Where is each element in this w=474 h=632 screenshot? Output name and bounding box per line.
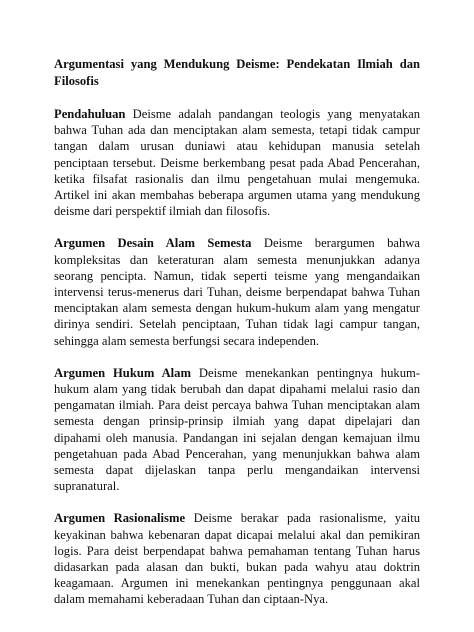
section-heading: Argumen Hukum Alam (54, 365, 191, 380)
section-body: Deisme berakar pada rasionalisme, yaitu keyakinan bahwa kebenaran dapat dicapai melalui akal dan pemikiran logis. Para deist berpendapat bahwa pemahaman tentang Tuhan harus didasarkan pada alasan dan bukti, bukan pada wahyu atau doktrin keagamaan. Argumen ini menekankan pentingnya penggunaan akal dalam memahami keberadaan Tuhan dan ciptaan-Nya. (54, 511, 420, 607)
section-introduction (54, 106, 420, 219)
section-natural-law-argument (54, 365, 420, 495)
section-body: Deisme menekankan pentingnya hukum-hukum alam yang tidak berubah dan dapat dipahami melalui rasio dan pengamatan ilmiah. Para deist percaya bahwa Tuhan menciptakan alam semesta dengan prinsip-prinsip ilmiah yang dapat dipelajari dan dipahami oleh manusia. Pandangan ini sejalan dengan kemajuan ilmu pengetahuan pada Abad Pencerahan, yang menunjukkan bahwa alam semesta dapat dijelaskan tanpa perlu mengandaikan intervensi supranatural. (54, 365, 420, 494)
section-body: Deisme adalah pandangan teologis yang menyatakan bahwa Tuhan ada dan menciptakan alam semesta, tetapi tidak campur tangan dalam urusan duniawi atau kehidupan manusia setelah penciptaan tersebut. Deisme berkembang pesat pada Abad Pencerahan, ketika filsafat rasionalis dan ilmu pengetahuan mulai mengemuka. Artikel ini akan membahas beberapa argumen utama yang mendukung deisme dari perspektif ilmiah dan filosofis. (54, 107, 420, 219)
document-title: Argumentasi yang Mendukung Deisme: Pendekatan Ilmiah dan Filosofis (54, 57, 420, 88)
section-body: Deisme berargumen bahwa kompleksitas dan keteraturan alam semesta menunjukkan adanya seorang pencipta. Namun, tidak seperti teisme yang mengandaikan intervensi terus-menerus dari Tuhan, deisme berpendapat bahwa Tuhan menciptakan alam semesta dengan hukum-hukum alam yang mengatur dirinya sendiri. Setelah penciptaan, Tuhan tidak lagi campur tangan, sehingga alam semesta berfungsi secara independen. (54, 236, 420, 348)
section-heading: Argumen Desain Alam Semesta (54, 236, 252, 251)
section-heading: Argumen Rasionalisme (54, 511, 186, 526)
section-rationalism-argument (54, 510, 420, 607)
section-design-argument (54, 235, 420, 348)
section-heading: Pendahuluan (54, 107, 126, 121)
document-page (54, 56, 420, 624)
